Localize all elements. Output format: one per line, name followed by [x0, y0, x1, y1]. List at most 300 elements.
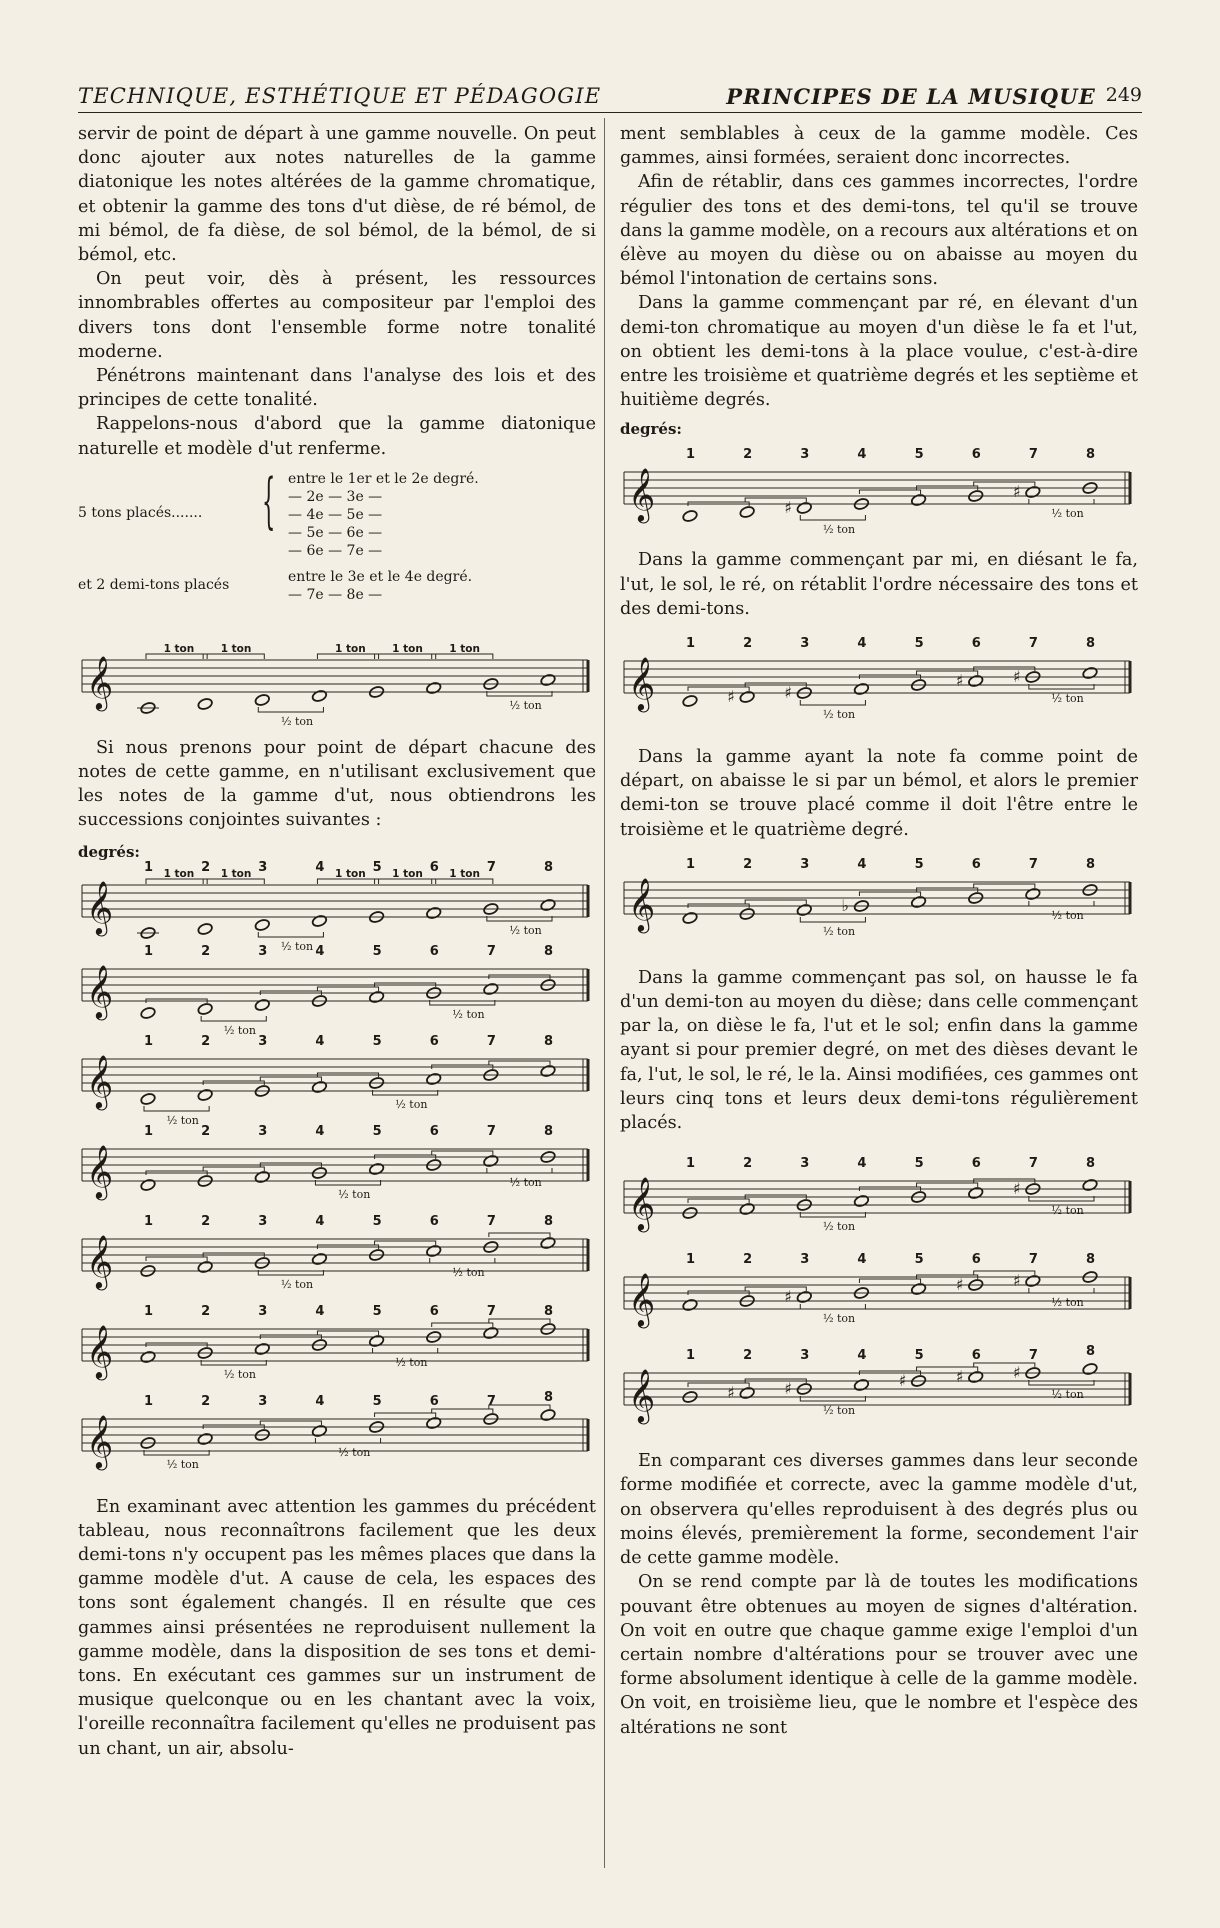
degree-number: 3	[258, 1393, 268, 1409]
tone-label: 1 ton	[220, 642, 252, 655]
degree-number: 6	[971, 447, 981, 463]
music-staff	[78, 1305, 596, 1395]
degree-number: 1	[144, 1033, 154, 1049]
half-tone-label: ½ ton	[395, 1097, 428, 1111]
degree-number: 2	[743, 447, 753, 463]
page-number: 249	[1105, 84, 1142, 106]
degree-number: 7	[486, 1123, 496, 1139]
tone-bracket	[974, 884, 1035, 888]
tone-label: 1 ton	[163, 867, 195, 880]
degree-number: 5	[914, 856, 924, 872]
half-tone-label: ½ ton	[822, 924, 856, 938]
note-head	[1025, 486, 1041, 499]
note-head	[368, 990, 384, 1003]
note-head	[426, 1244, 442, 1257]
degree-number: 4	[315, 1033, 325, 1049]
table-row: — 4e — 5e —	[288, 506, 383, 523]
degree-number: 3	[800, 636, 810, 652]
note-head	[1082, 1363, 1098, 1376]
half-tone-bracket	[258, 932, 323, 937]
half-tone-label: ½ ton	[1051, 1204, 1084, 1218]
degree-number: 1	[686, 1252, 696, 1268]
degree-number: 2	[201, 943, 211, 959]
paragraph: On peut voir, dès à présent, les ressources innombrables offertes au compositeur par l'emploi des divers tons dont l'ensemble forme notre tonalité moderne.	[78, 269, 596, 362]
half-tone-label: ½ ton	[1051, 1296, 1084, 1310]
tone-bracket	[688, 1199, 749, 1203]
degree-number: 8	[1086, 1252, 1096, 1268]
paragraph: Dans la gamme commençant pas sol, on hausse le fa d'un demi-ton au moyen du dièse; dans celle commençant par la, on dièse le fa, l'ut et le sol; enfin dans la gamme ayant si pour premier degré, on met des dièses devant le fa, l'ut, le sol, le ré, le la. Ainsi modifiées, ces gammes ont leurs cinq tons et leurs deux demi-tons régulièrement placés.	[620, 967, 1138, 1134]
degree-number: 4	[857, 1348, 867, 1364]
degree-number: 5	[914, 1348, 924, 1364]
tone-label: 1 ton	[335, 642, 366, 655]
tone-bracket	[432, 1151, 493, 1155]
treble-clef-icon: 𝄞	[628, 876, 656, 931]
half-tone-label: ½ ton	[822, 708, 856, 722]
degree-number: 6	[971, 1348, 981, 1364]
degree-number: 5	[914, 447, 924, 463]
degree-number: 6	[429, 1213, 439, 1229]
degree-number: 2	[201, 1123, 211, 1139]
treble-clef-icon: 𝄞	[86, 1143, 114, 1198]
tone-bracket	[489, 1405, 550, 1409]
half-tone-bracket	[373, 1348, 438, 1353]
treble-clef-icon: 𝄞	[86, 963, 114, 1018]
note-head	[426, 906, 442, 919]
corrected-staff-la	[620, 1243, 1138, 1339]
note-head	[140, 1350, 156, 1363]
degree-number: 8	[544, 1303, 554, 1319]
sharp-icon: ♯	[784, 1287, 793, 1307]
degree-number: 6	[429, 1033, 439, 1049]
tone-bracket	[260, 1421, 321, 1425]
tone-label: 1 ton	[392, 642, 423, 655]
note-head	[426, 1416, 442, 1429]
paragraph: Si nous prenons pour point de départ chacune des notes de cette gamme, en n'utilisant exclusivement que les notes de la gamme d'ut, nous obtiendrons les successions conjointes suivantes :	[78, 737, 596, 831]
half-tone-label: ½ ton	[338, 1187, 371, 1201]
sharp-icon: ♯	[727, 1383, 735, 1403]
half-tone-label: ½ ton	[509, 698, 542, 712]
note-head	[540, 1408, 556, 1421]
degree-number: 7	[486, 1033, 496, 1049]
tone-bracket	[859, 892, 920, 896]
note-head	[910, 494, 926, 507]
half-tone-label: ½ ton	[452, 1265, 485, 1279]
note-head	[483, 1154, 499, 1167]
degree-number: 8	[544, 943, 554, 959]
half-tone-label: ½ ton	[822, 523, 856, 537]
note-head	[540, 1236, 556, 1249]
scale-staff-do	[78, 859, 596, 953]
degree-number: 4	[315, 943, 325, 959]
degree-number: 3	[800, 1156, 810, 1172]
degree-number: 2	[201, 1393, 211, 1409]
half-tone-label: ½ ton	[280, 939, 314, 953]
degree-number: 6	[971, 856, 981, 872]
degree-number: 3	[800, 1348, 810, 1364]
half-tone-label: ½ ton	[822, 1404, 856, 1418]
tone-bracket	[688, 1383, 749, 1387]
degree-number: 4	[857, 636, 867, 652]
degree-number: 1	[144, 859, 154, 875]
degres-row	[78, 839, 596, 861]
degree-number: 4	[857, 1156, 867, 1172]
note-head	[910, 895, 926, 908]
note-head	[197, 1432, 213, 1445]
tone-bracket	[489, 1233, 550, 1237]
half-tone-bracket	[201, 1016, 266, 1021]
demi-tons-label: et 2 demi-tons placés	[78, 576, 230, 593]
degree-number: 4	[315, 1303, 325, 1319]
degree-number: 1	[686, 1348, 696, 1364]
paragraph: servir de point de départ à une gamme nouvelle. On peut donc ajouter aux notes naturelles de la gamme diatonique les notes altérées de la gamme chromatique, et obtenir la gamme des tons d'ut dièse, de ré bémol, de mi bémol, de fa dièse, de sol bémol, de la bémol, de si bémol, etc.	[78, 124, 596, 266]
half-tone-bracket	[258, 707, 323, 712]
note-head	[910, 1283, 926, 1296]
half-tone-label: ½ ton	[166, 1113, 199, 1127]
tone-bracket	[974, 482, 1035, 486]
music-staff	[78, 945, 596, 1035]
treble-clef-icon: 𝄞	[86, 1413, 114, 1468]
note-head	[796, 502, 812, 515]
note-head	[311, 1080, 327, 1093]
tons-label: 5 tons placés.......	[78, 504, 203, 521]
note-head	[254, 1342, 270, 1355]
note-head	[254, 1170, 270, 1183]
tone-label: 1 ton	[392, 867, 423, 880]
treble-clef-icon: 𝄞	[86, 654, 114, 709]
sharp-icon: ♯	[784, 1379, 793, 1399]
degree-number: 1	[144, 1393, 154, 1409]
music-staff	[78, 1035, 596, 1125]
table-row: — 7e — 8e —	[288, 586, 383, 603]
corrected-staff-si	[620, 1339, 1138, 1435]
tone-label: 1 ton	[220, 867, 252, 880]
degree-number: 2	[201, 1213, 211, 1229]
degree-number: 3	[258, 1213, 268, 1229]
half-tone-label: ½ ton	[509, 923, 542, 937]
corrected-staff-re	[620, 438, 1138, 537]
note-head	[968, 1187, 984, 1200]
paragraph: En comparant ces diverses gammes dans leur seconde forme modifiée et correcte, avec la gamme modèle d'ut, on observera qu'elles reproduisent à des degrés plus ou moins élevés, premièrement la forme, secondement l'air de cette gamme modèle.	[620, 1451, 1138, 1569]
treble-clef-icon: 𝄞	[86, 879, 114, 934]
note-head	[968, 1371, 984, 1384]
music-staff	[78, 1125, 596, 1215]
degree-number: 7	[1028, 1252, 1038, 1268]
degree-number: 1	[686, 856, 696, 872]
note-head	[311, 914, 327, 927]
degree-number: 3	[800, 1252, 810, 1268]
tone-bracket	[745, 1287, 806, 1291]
sharp-icon: ♯	[955, 1275, 964, 1295]
scale-staff-re	[78, 945, 596, 1035]
paragraph: Dans la gamme ayant la note fa comme point de départ, on abaisse le si par un bémol, et alors le premier demi-ton se trouve placé comme il doit l'être entre le troisième et le quatrième degré.	[620, 747, 1138, 840]
degree-number: 5	[372, 943, 382, 959]
degree-number: 3	[800, 447, 810, 463]
degree-number: 7	[486, 859, 496, 875]
degree-number: 1	[144, 943, 154, 959]
music-staff	[620, 1243, 1138, 1339]
degres-row	[620, 418, 1138, 438]
degree-number: 2	[743, 1156, 753, 1172]
half-tone-label: ½ ton	[1051, 1388, 1084, 1402]
degree-number: 2	[743, 856, 753, 872]
note-head	[254, 998, 270, 1011]
degree-number: 5	[914, 1156, 924, 1172]
degree-number: 4	[315, 859, 325, 875]
table-row: entre le 1er et le 2e degré.	[288, 470, 479, 487]
tone-bracket	[489, 1061, 550, 1065]
table-row: — 6e — 7e —	[288, 542, 383, 559]
degree-number: 7	[486, 1393, 496, 1409]
half-tone-label: ½ ton	[1051, 692, 1084, 706]
degree-number: 6	[971, 1252, 981, 1268]
sharp-icon: ♯	[898, 1371, 907, 1391]
half-tone-label: ½ ton	[452, 1007, 485, 1021]
music-staff	[78, 859, 596, 953]
half-tone-label: ½ ton	[166, 1457, 199, 1471]
music-staff	[78, 632, 596, 728]
degree-number: 7	[1028, 1348, 1038, 1364]
tone-bracket	[917, 671, 978, 675]
half-tone-bracket	[144, 1106, 209, 1111]
tone-label: 1 ton	[449, 867, 480, 880]
degree-number: 8	[1086, 1156, 1096, 1172]
header-left-title: TECHNIQUE, ESTHÉTIQUE ET PÉDAGOGIE	[78, 84, 602, 108]
note-head	[968, 674, 984, 687]
note-head	[426, 1072, 442, 1085]
half-tone-bracket	[315, 1438, 380, 1443]
degres-label: degrés:	[78, 842, 140, 861]
half-tone-label: ½ ton	[395, 1355, 428, 1369]
sharp-icon: ♯	[1012, 667, 1021, 687]
running-header	[78, 82, 1142, 113]
half-tone-label: ½ ton	[822, 1220, 856, 1234]
degree-number: 7	[1028, 1156, 1038, 1172]
degree-number: 3	[258, 1303, 268, 1319]
tone-bracket	[859, 1279, 920, 1283]
note-head	[796, 903, 812, 916]
degree-number: 8	[1086, 636, 1096, 652]
note-head	[368, 1162, 384, 1175]
header-right-title: PRINCIPES DE LA MUSIQUE	[726, 84, 1096, 109]
note-head	[140, 1092, 156, 1105]
note-head	[368, 1334, 384, 1347]
note-head	[311, 1424, 327, 1437]
treble-clef-icon: 𝄞	[628, 1176, 656, 1231]
sharp-icon: ♯	[1012, 1179, 1021, 1199]
column-divider	[604, 118, 605, 1868]
sharp-icon: ♯	[955, 671, 964, 691]
tone-bracket	[917, 1367, 978, 1371]
scale-staff-sol	[78, 1215, 596, 1305]
note-head	[311, 689, 327, 702]
note-head	[682, 510, 698, 523]
degree-number: 5	[372, 1123, 382, 1139]
treble-clef-icon: 𝄞	[86, 1323, 114, 1378]
note-head	[1082, 1179, 1098, 1192]
sharp-icon: ♯	[1012, 1363, 1021, 1383]
degree-number: 8	[1086, 1344, 1096, 1360]
half-tone-bracket	[1029, 499, 1094, 504]
half-tone-label: ½ ton	[223, 1023, 257, 1037]
note-head	[254, 918, 270, 931]
degree-number: 1	[144, 1303, 154, 1319]
tone-bracket	[974, 1271, 1035, 1275]
half-tone-label: ½ ton	[1051, 507, 1084, 521]
interval-table	[78, 465, 596, 626]
tone-bracket	[688, 687, 749, 691]
treble-clef-icon: 𝄞	[86, 1053, 114, 1108]
note-head	[540, 673, 556, 686]
degree-number: 5	[914, 636, 924, 652]
degree-number: 2	[201, 859, 211, 875]
tone-bracket	[317, 987, 378, 991]
tone-bracket	[375, 1413, 436, 1417]
model-scale-staff	[78, 632, 596, 728]
degree-number: 8	[1086, 856, 1096, 872]
note-head	[540, 898, 556, 911]
music-staff	[620, 438, 1138, 537]
note-head	[197, 1260, 213, 1273]
degree-number: 7	[1028, 856, 1038, 872]
degree-number: 7	[1028, 636, 1038, 652]
note-head	[197, 1088, 213, 1101]
degree-number: 6	[429, 859, 439, 875]
degree-number: 7	[1028, 447, 1038, 463]
degree-number: 3	[258, 943, 268, 959]
note-head	[739, 506, 755, 519]
degree-number: 8	[1086, 447, 1096, 463]
tone-bracket	[745, 498, 806, 502]
corrected-staff-sol	[620, 1147, 1138, 1243]
half-tone-bracket	[800, 917, 865, 922]
tone-bracket	[375, 1241, 436, 1245]
tone-bracket	[917, 1183, 978, 1187]
sharp-icon: ♯	[727, 687, 735, 707]
corrected-staff-fa	[620, 848, 1138, 952]
tone-label: 1 ton	[335, 867, 366, 880]
paragraph: En examinant avec attention les gammes du précédent tableau, nous reconnaîtrons facilement que les deux demi-tons n'y occupent pas les mêmes places que dans la gamme modèle d'ut. A cause de cela, les espaces des tons sont également changés. Il en résulte que ces gammes ainsi présentées ne reproduisent nullement la gamme modèle, dans la disposition de ses tons et demi-tons. En exécutant ces gammes sur un instrument de musique quelconque ou en les chantant avec la voix, l'oreille reconnaîtra facilement qu'elles ne produisent pas un chant, un air, absolu-	[78, 1496, 596, 1759]
sharp-icon: ♯	[1012, 482, 1021, 502]
tone-label: 1 ton	[163, 642, 195, 655]
half-tone-bracket	[800, 515, 865, 520]
degree-number: 1	[144, 1213, 154, 1229]
tone-bracket	[317, 1331, 378, 1335]
tone-bracket	[432, 1323, 493, 1327]
paragraph: Dans la gamme commençant par ré, en élevant d'un demi-ton chromatique au moyen d'un dièse le fa et l'ut, on obtient les demi-tons à la place voulue, c'est-à-dire entre les troisième et quatrième degrés et les septième et huitième degrés.	[620, 293, 1138, 411]
table-row: — 2e — 3e —	[288, 488, 383, 505]
degree-number: 4	[315, 1393, 325, 1409]
degree-number: 2	[201, 1303, 211, 1319]
degree-number: 3	[258, 1033, 268, 1049]
degree-number: 1	[686, 447, 696, 463]
note-head	[853, 1379, 869, 1392]
tone-bracket	[432, 1409, 493, 1413]
treble-clef-icon: 𝄞	[86, 1233, 114, 1288]
note-head	[796, 1291, 812, 1304]
degree-number: 8	[544, 1033, 554, 1049]
degree-number: 5	[372, 859, 382, 875]
degres-label: degrés:	[620, 420, 682, 439]
degree-number: 8	[544, 1123, 554, 1139]
music-staff	[78, 1215, 596, 1305]
note-head	[682, 694, 698, 707]
degree-number: 3	[800, 856, 810, 872]
left-column	[78, 122, 596, 1761]
half-tone-bracket	[1029, 901, 1094, 906]
degree-number: 4	[315, 1123, 325, 1139]
degree-number: 2	[743, 1348, 753, 1364]
half-tone-label: ½ ton	[822, 1312, 856, 1326]
paragraph: Dans la gamme commençant par mi, en diésant le fa, l'ut, le sol, le ré, on rétablit l'ordre nécessaire des tons et des demi-tons.	[620, 550, 1138, 619]
note-head	[739, 1387, 755, 1400]
note-head	[197, 697, 213, 710]
half-tone-bracket	[800, 1304, 865, 1309]
degree-number: 5	[372, 1033, 382, 1049]
note-head	[1082, 666, 1098, 679]
scale-staff-la	[78, 1305, 596, 1395]
note-head	[739, 690, 755, 703]
half-tone-label: ½ ton	[223, 1367, 257, 1381]
degree-number: 3	[258, 1123, 268, 1139]
music-staff	[78, 1389, 596, 1485]
note-head	[853, 682, 869, 695]
tone-bracket	[859, 490, 920, 494]
note-head	[311, 1252, 327, 1265]
tone-bracket	[745, 900, 806, 904]
degree-number: 6	[429, 1123, 439, 1139]
paragraph: Pénétrons maintenant dans l'analyse des lois et des principes de cette tonalité.	[78, 366, 596, 411]
degree-number: 6	[971, 1156, 981, 1172]
note-head	[140, 1178, 156, 1191]
half-tone-label: ½ ton	[280, 1277, 314, 1291]
sharp-icon: ♯	[955, 1367, 964, 1387]
note-head	[483, 1326, 499, 1339]
paragraph: Afin de rétablir, dans ces gammes incorrectes, l'ordre régulier des tons et des demi-tons, tel qu'il se trouve dans la gamme modèle, on a recours aux altérations et on élève au moyen du dièse ou on abaisse au moyen du bémol l'intonation de certains sons.	[620, 172, 1139, 290]
note-head	[682, 1299, 698, 1312]
degree-number: 6	[429, 943, 439, 959]
half-tone-label: ½ ton	[1051, 908, 1084, 922]
degree-number: 7	[486, 1213, 496, 1229]
half-tone-bracket	[487, 1168, 552, 1173]
tone-label: 1 ton	[449, 642, 480, 655]
note-head	[197, 1002, 213, 1015]
degree-number: 1	[686, 636, 696, 652]
treble-clef-icon: 𝄞	[628, 1272, 656, 1327]
degree-number: 8	[544, 1389, 554, 1405]
degree-number: 6	[971, 636, 981, 652]
sharp-icon: ♯	[784, 683, 793, 703]
treble-clef-icon: 𝄞	[628, 656, 656, 711]
tone-bracket	[260, 1077, 321, 1081]
degree-number: 4	[857, 856, 867, 872]
scale-staff-si	[78, 1389, 596, 1485]
degree-number: 2	[743, 1252, 753, 1268]
tone-bracket	[146, 1257, 207, 1261]
music-staff	[620, 1339, 1138, 1435]
music-staff	[620, 1147, 1138, 1243]
degree-number: 2	[201, 1033, 211, 1049]
half-tone-label: ½ ton	[338, 1445, 371, 1459]
paragraph: ment semblables à ceux de la gamme modèle. Ces gammes, ainsi formées, seraient donc incorrectes.	[620, 124, 1138, 169]
degree-number: 8	[544, 1213, 554, 1229]
degree-number: 5	[914, 1252, 924, 1268]
degree-number: 3	[258, 859, 268, 875]
paragraph: Rappelons-nous d'abord que la gamme diatonique naturelle et modèle d'ut renferme.	[78, 414, 596, 459]
note-head	[853, 1195, 869, 1208]
degree-number: 7	[486, 1303, 496, 1319]
note-head	[540, 1064, 556, 1077]
sharp-icon: ♯	[1012, 1271, 1021, 1291]
